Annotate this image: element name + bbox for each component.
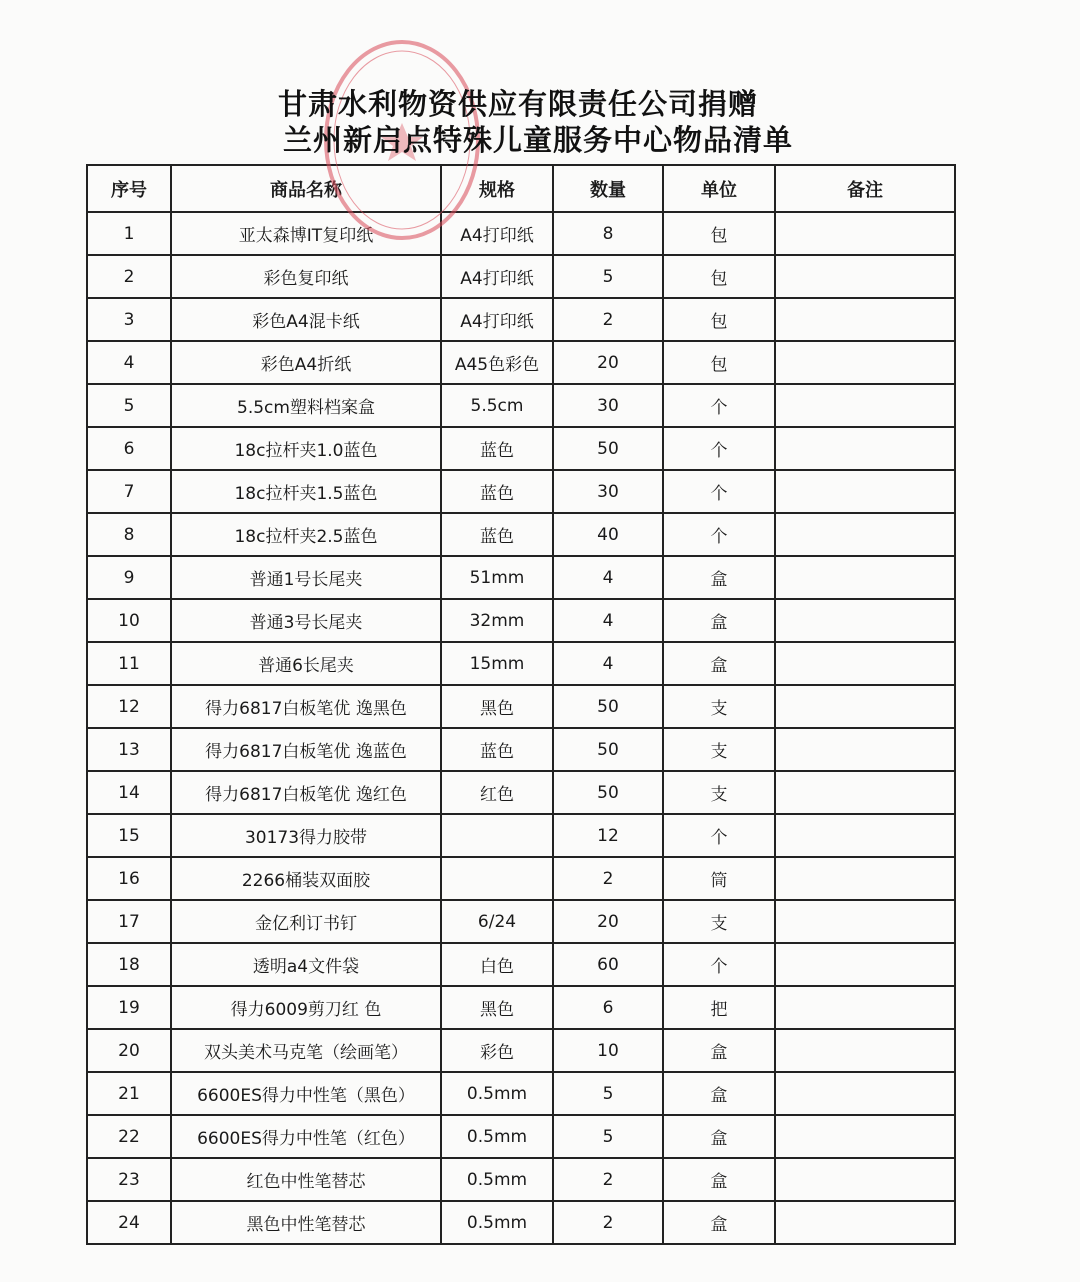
document-title-line-2: 兰州新启点特殊儿童服务中心物品清单 bbox=[282, 123, 793, 157]
cell-remarks bbox=[775, 728, 955, 771]
table-row bbox=[87, 384, 955, 427]
cell-unit: 把 bbox=[663, 986, 775, 1029]
cell-index: 19 bbox=[87, 986, 171, 1029]
cell-index: 11 bbox=[87, 642, 171, 685]
cell-item-name: 红色中性笔替芯 bbox=[171, 1158, 441, 1201]
table-row bbox=[87, 1072, 955, 1115]
cell-item-name: 彩色A4折纸 bbox=[171, 341, 441, 384]
cell-spec: A45色彩色 bbox=[441, 341, 553, 384]
cell-spec: 6/24 bbox=[441, 900, 553, 943]
cell-remarks bbox=[775, 900, 955, 943]
cell-item-name: 透明a4文件袋 bbox=[171, 943, 441, 986]
table-row bbox=[87, 814, 955, 857]
cell-item-name: 18c拉杆夹2.5蓝色 bbox=[171, 513, 441, 556]
donation-items-table bbox=[86, 164, 956, 1245]
table-row bbox=[87, 728, 955, 771]
cell-spec: 黑色 bbox=[441, 685, 553, 728]
cell-remarks bbox=[775, 341, 955, 384]
cell-quantity: 30 bbox=[553, 384, 663, 427]
cell-index: 7 bbox=[87, 470, 171, 513]
cell-unit: 个 bbox=[663, 427, 775, 470]
cell-index: 8 bbox=[87, 513, 171, 556]
cell-quantity: 2 bbox=[553, 1158, 663, 1201]
cell-item-name: 黑色中性笔替芯 bbox=[171, 1201, 441, 1244]
cell-spec: 蓝色 bbox=[441, 427, 553, 470]
cell-index: 10 bbox=[87, 599, 171, 642]
header-spec: 规格 bbox=[441, 165, 553, 212]
cell-spec: A4打印纸 bbox=[441, 212, 553, 255]
cell-unit: 盒 bbox=[663, 1158, 775, 1201]
cell-quantity: 50 bbox=[553, 427, 663, 470]
cell-remarks bbox=[775, 771, 955, 814]
cell-item-name: 30173得力胶带 bbox=[171, 814, 441, 857]
cell-index: 24 bbox=[87, 1201, 171, 1244]
cell-unit: 盒 bbox=[663, 642, 775, 685]
table-row bbox=[87, 1029, 955, 1072]
cell-quantity: 4 bbox=[553, 599, 663, 642]
cell-index: 23 bbox=[87, 1158, 171, 1201]
cell-item-name: 普通6长尾夹 bbox=[171, 642, 441, 685]
table-row bbox=[87, 857, 955, 900]
header-quantity: 数量 bbox=[553, 165, 663, 212]
cell-spec: 蓝色 bbox=[441, 728, 553, 771]
cell-remarks bbox=[775, 1115, 955, 1158]
cell-quantity: 5 bbox=[553, 1072, 663, 1115]
cell-quantity: 2 bbox=[553, 298, 663, 341]
cell-unit: 包 bbox=[663, 341, 775, 384]
table-row bbox=[87, 513, 955, 556]
cell-quantity: 50 bbox=[553, 728, 663, 771]
cell-unit: 支 bbox=[663, 685, 775, 728]
cell-remarks bbox=[775, 1201, 955, 1244]
cell-index: 12 bbox=[87, 685, 171, 728]
cell-quantity: 20 bbox=[553, 341, 663, 384]
cell-quantity: 5 bbox=[553, 255, 663, 298]
table-row bbox=[87, 900, 955, 943]
cell-remarks bbox=[775, 642, 955, 685]
cell-quantity: 2 bbox=[553, 1201, 663, 1244]
table-row bbox=[87, 556, 955, 599]
cell-item-name: 双头美术马克笔（绘画笔） bbox=[171, 1029, 441, 1072]
table-row bbox=[87, 599, 955, 642]
cell-spec bbox=[441, 814, 553, 857]
cell-remarks bbox=[775, 384, 955, 427]
cell-quantity: 10 bbox=[553, 1029, 663, 1072]
table-row bbox=[87, 642, 955, 685]
cell-spec: 15mm bbox=[441, 642, 553, 685]
table-row bbox=[87, 1115, 955, 1158]
table-row bbox=[87, 943, 955, 986]
cell-quantity: 6 bbox=[553, 986, 663, 1029]
cell-spec: 彩色 bbox=[441, 1029, 553, 1072]
cell-spec: 黑色 bbox=[441, 986, 553, 1029]
cell-remarks bbox=[775, 1029, 955, 1072]
cell-index: 20 bbox=[87, 1029, 171, 1072]
cell-index: 6 bbox=[87, 427, 171, 470]
cell-remarks bbox=[775, 556, 955, 599]
cell-remarks bbox=[775, 857, 955, 900]
cell-remarks bbox=[775, 212, 955, 255]
cell-item-name: 6600ES得力中性笔（黑色） bbox=[171, 1072, 441, 1115]
cell-remarks bbox=[775, 943, 955, 986]
cell-index: 14 bbox=[87, 771, 171, 814]
table-row bbox=[87, 685, 955, 728]
cell-unit: 个 bbox=[663, 814, 775, 857]
cell-spec: A4打印纸 bbox=[441, 255, 553, 298]
cell-quantity: 20 bbox=[553, 900, 663, 943]
cell-spec: 5.5cm bbox=[441, 384, 553, 427]
header-unit: 单位 bbox=[663, 165, 775, 212]
cell-quantity: 5 bbox=[553, 1115, 663, 1158]
cell-spec: 0.5mm bbox=[441, 1158, 553, 1201]
cell-unit: 个 bbox=[663, 943, 775, 986]
cell-spec: 32mm bbox=[441, 599, 553, 642]
cell-remarks bbox=[775, 255, 955, 298]
cell-index: 13 bbox=[87, 728, 171, 771]
cell-unit: 盒 bbox=[663, 1072, 775, 1115]
table-row bbox=[87, 212, 955, 255]
cell-unit: 盒 bbox=[663, 1115, 775, 1158]
cell-remarks bbox=[775, 685, 955, 728]
cell-quantity: 30 bbox=[553, 470, 663, 513]
cell-unit: 个 bbox=[663, 470, 775, 513]
table-row bbox=[87, 470, 955, 513]
document-title-line-1: 甘肃水利物资供应有限责任公司捐赠 bbox=[277, 87, 758, 121]
cell-quantity: 2 bbox=[553, 857, 663, 900]
cell-index: 9 bbox=[87, 556, 171, 599]
cell-remarks bbox=[775, 298, 955, 341]
cell-index: 17 bbox=[87, 900, 171, 943]
cell-remarks bbox=[775, 513, 955, 556]
table-row bbox=[87, 255, 955, 298]
cell-spec: 蓝色 bbox=[441, 470, 553, 513]
table-row bbox=[87, 1201, 955, 1244]
cell-spec: 0.5mm bbox=[441, 1201, 553, 1244]
cell-quantity: 50 bbox=[553, 771, 663, 814]
cell-spec: 蓝色 bbox=[441, 513, 553, 556]
cell-unit: 包 bbox=[663, 212, 775, 255]
cell-index: 4 bbox=[87, 341, 171, 384]
cell-unit: 支 bbox=[663, 771, 775, 814]
cell-item-name: 2266桶装双面胶 bbox=[171, 857, 441, 900]
table-body bbox=[87, 212, 955, 1244]
cell-item-name: 彩色复印纸 bbox=[171, 255, 441, 298]
cell-index: 1 bbox=[87, 212, 171, 255]
cell-remarks bbox=[775, 986, 955, 1029]
cell-unit: 包 bbox=[663, 298, 775, 341]
cell-unit: 盒 bbox=[663, 556, 775, 599]
header-remarks: 备注 bbox=[775, 165, 955, 212]
cell-quantity: 4 bbox=[553, 556, 663, 599]
cell-spec bbox=[441, 857, 553, 900]
cell-unit: 个 bbox=[663, 384, 775, 427]
cell-remarks bbox=[775, 1158, 955, 1201]
cell-index: 15 bbox=[87, 814, 171, 857]
cell-unit: 包 bbox=[663, 255, 775, 298]
cell-item-name: 得力6817白板笔优 逸红色 bbox=[171, 771, 441, 814]
header-index: 序号 bbox=[87, 165, 171, 212]
cell-index: 3 bbox=[87, 298, 171, 341]
cell-spec: 51mm bbox=[441, 556, 553, 599]
cell-item-name: 彩色A4混卡纸 bbox=[171, 298, 441, 341]
cell-item-name: 5.5cm塑料档案盒 bbox=[171, 384, 441, 427]
table-row bbox=[87, 771, 955, 814]
cell-index: 22 bbox=[87, 1115, 171, 1158]
cell-index: 5 bbox=[87, 384, 171, 427]
cell-spec: 白色 bbox=[441, 943, 553, 986]
cell-item-name: 得力6817白板笔优 逸黑色 bbox=[171, 685, 441, 728]
cell-quantity: 4 bbox=[553, 642, 663, 685]
cell-unit: 筒 bbox=[663, 857, 775, 900]
cell-remarks bbox=[775, 427, 955, 470]
cell-unit: 盒 bbox=[663, 599, 775, 642]
cell-unit: 支 bbox=[663, 900, 775, 943]
cell-index: 2 bbox=[87, 255, 171, 298]
cell-quantity: 8 bbox=[553, 212, 663, 255]
cell-item-name: 18c拉杆夹1.0蓝色 bbox=[171, 427, 441, 470]
cell-item-name: 18c拉杆夹1.5蓝色 bbox=[171, 470, 441, 513]
cell-item-name: 普通3号长尾夹 bbox=[171, 599, 441, 642]
cell-index: 16 bbox=[87, 857, 171, 900]
cell-item-name: 得力6009剪刀红 色 bbox=[171, 986, 441, 1029]
cell-item-name: 亚太森博IT复印纸 bbox=[171, 212, 441, 255]
header-item-name: 商品名称 bbox=[171, 165, 441, 212]
cell-spec: 0.5mm bbox=[441, 1072, 553, 1115]
cell-index: 21 bbox=[87, 1072, 171, 1115]
cell-quantity: 60 bbox=[553, 943, 663, 986]
table-row bbox=[87, 298, 955, 341]
table-row bbox=[87, 986, 955, 1029]
cell-quantity: 50 bbox=[553, 685, 663, 728]
cell-quantity: 12 bbox=[553, 814, 663, 857]
cell-remarks bbox=[775, 1072, 955, 1115]
cell-remarks bbox=[775, 470, 955, 513]
table-row bbox=[87, 427, 955, 470]
cell-remarks bbox=[775, 814, 955, 857]
cell-remarks bbox=[775, 599, 955, 642]
cell-unit: 支 bbox=[663, 728, 775, 771]
table-row bbox=[87, 341, 955, 384]
cell-item-name: 普通1号长尾夹 bbox=[171, 556, 441, 599]
cell-index: 18 bbox=[87, 943, 171, 986]
cell-spec: A4打印纸 bbox=[441, 298, 553, 341]
cell-spec: 红色 bbox=[441, 771, 553, 814]
cell-item-name: 金亿利订书钉 bbox=[171, 900, 441, 943]
cell-item-name: 6600ES得力中性笔（红色） bbox=[171, 1115, 441, 1158]
cell-unit: 个 bbox=[663, 513, 775, 556]
cell-unit: 盒 bbox=[663, 1201, 775, 1244]
cell-item-name: 得力6817白板笔优 逸蓝色 bbox=[171, 728, 441, 771]
cell-spec: 0.5mm bbox=[441, 1115, 553, 1158]
table-row bbox=[87, 1158, 955, 1201]
cell-quantity: 40 bbox=[553, 513, 663, 556]
cell-unit: 盒 bbox=[663, 1029, 775, 1072]
table-header-row bbox=[87, 165, 955, 212]
